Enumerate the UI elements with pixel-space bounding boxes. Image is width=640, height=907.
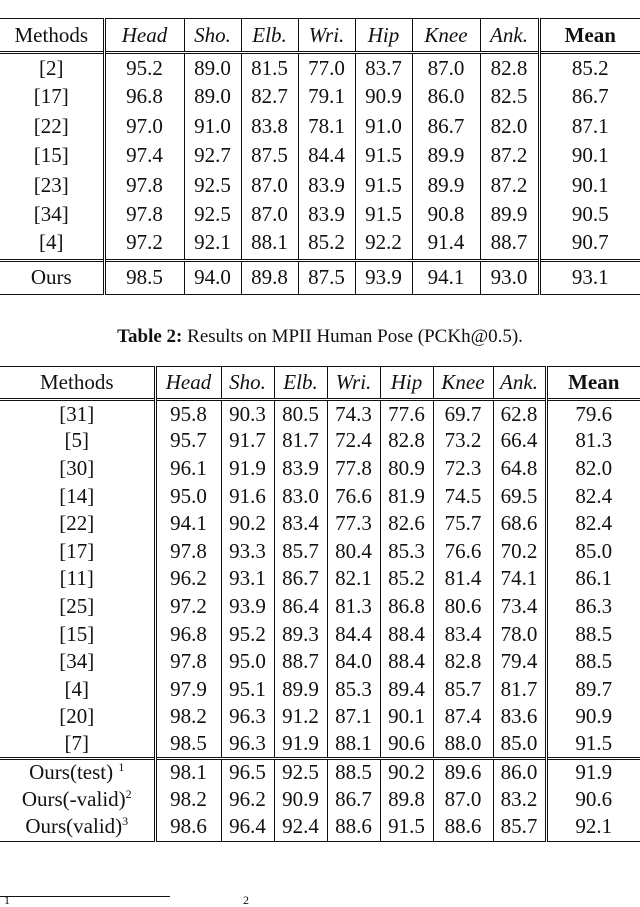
table-header-row [0,367,640,400]
table-row [0,141,640,171]
value-cell: 81.7 [274,427,327,455]
value-cell: 90.1 [380,703,433,731]
table-row [0,171,640,201]
value-cell: 81.5 [241,53,298,83]
value-cell: 80.9 [380,455,433,483]
value-cell: 89.9 [412,171,480,201]
method-cell: Ours [30,265,72,289]
table1-body [0,53,640,295]
value-cell: 89.9 [412,141,480,171]
value-cell: 95.7 [155,427,221,455]
mean-cell: 90.1 [539,141,640,171]
value-cell: 87.1 [327,703,380,731]
method-cell: [23] [33,172,69,197]
value-cell: 94.1 [155,510,221,538]
value-cell: 82.8 [480,53,539,83]
table-row [0,53,640,83]
column-header: Wri. [298,19,355,53]
method-cell: [4] [39,229,64,254]
value-cell: 97.8 [104,200,184,230]
value-cell: 93.9 [221,593,274,621]
value-cell: 91.2 [274,703,327,731]
value-cell: 72.3 [433,455,493,483]
value-cell: 80.4 [327,537,380,565]
table-row [0,112,640,142]
value-cell: 88.6 [327,813,380,841]
mean-cell: 82.4 [546,510,640,538]
value-cell: 80.5 [274,400,327,428]
value-cell: 73.2 [433,427,493,455]
value-cell: 92.5 [184,171,241,201]
value-cell: 69.5 [493,482,546,510]
value-cell: 96.2 [155,565,221,593]
value-cell: 91.5 [355,171,412,201]
value-cell: 87.0 [433,786,493,814]
value-cell: 77.8 [327,455,380,483]
table2-body [0,400,640,842]
method-cell: [20] [59,704,95,729]
value-cell: 83.4 [433,620,493,648]
value-cell: 78.0 [493,620,546,648]
value-cell: 80.6 [433,593,493,621]
value-cell: 77.0 [298,53,355,83]
mean-cell: 88.5 [546,620,640,648]
value-cell: 95.0 [155,482,221,510]
value-cell: 74.5 [433,482,493,510]
value-cell: 95.2 [104,53,184,83]
value-cell: 91.4 [412,230,480,261]
table-row [0,482,640,510]
value-cell: 97.2 [155,593,221,621]
table-row [0,565,640,593]
table-row [0,230,640,261]
value-cell: 92.5 [274,758,327,786]
table-row [0,400,640,428]
value-cell: 73.4 [493,593,546,621]
mean-cell: 90.1 [539,171,640,201]
value-cell: 87.2 [480,171,539,201]
mean-cell: 92.1 [546,813,640,841]
value-cell: 90.9 [355,82,412,112]
value-cell: 82.8 [433,648,493,676]
footnote-rule [0,896,170,897]
value-cell: 83.2 [493,786,546,814]
value-cell: 87.5 [298,260,355,294]
mean-cell: 86.3 [546,593,640,621]
value-cell: 87.4 [433,703,493,731]
value-cell: 89.4 [380,675,433,703]
table-row [0,703,640,731]
value-cell: 85.7 [433,675,493,703]
value-cell: 93.1 [221,565,274,593]
value-cell: 88.1 [241,230,298,261]
method-cell: [25] [59,593,95,618]
caption-label: Table 2: [117,326,183,347]
table-row [0,593,640,621]
table-caption [0,326,640,348]
value-cell: 83.4 [274,510,327,538]
column-header: Elb. [241,19,298,53]
value-cell: 91.5 [355,141,412,171]
results-table-2 [0,366,640,842]
value-cell: 92.2 [355,230,412,261]
value-cell: 76.6 [433,537,493,565]
value-cell: 70.2 [493,537,546,565]
value-cell: 72.4 [327,427,380,455]
mean-cell: 86.7 [539,82,640,112]
footnote-marker: 3 [122,814,129,829]
value-cell: 91.7 [221,427,274,455]
table-row [0,675,640,703]
value-cell: 93.9 [355,260,412,294]
value-cell: 82.0 [480,112,539,142]
value-cell: 96.5 [221,758,274,786]
results-table-1 [0,18,640,295]
mean-cell: 90.6 [546,786,640,814]
method-cell: [7] [64,731,89,756]
value-cell: 90.2 [221,510,274,538]
column-header: Methods [40,370,114,394]
value-cell: 97.8 [104,171,184,201]
value-cell: 95.1 [221,675,274,703]
value-cell: 81.7 [493,675,546,703]
value-cell: 85.0 [493,731,546,759]
value-cell: 89.8 [241,260,298,294]
value-cell: 82.7 [241,82,298,112]
method-cell: [34] [33,202,69,227]
value-cell: 85.2 [380,565,433,593]
caption-text: Results on MPII Human Pose (PCKh@0.5). [187,326,523,347]
value-cell: 77.3 [327,510,380,538]
value-cell: 91.6 [221,482,274,510]
column-header: Methods [14,22,88,47]
value-cell: 90.6 [380,731,433,759]
value-cell: 96.1 [155,455,221,483]
mean-cell: 89.7 [546,675,640,703]
value-cell: 90.8 [412,200,480,230]
mean-cell: 87.1 [539,112,640,142]
value-cell: 86.7 [274,565,327,593]
mean-cell: 91.9 [546,758,640,786]
table-row [0,455,640,483]
value-cell: 83.7 [355,53,412,83]
value-cell: 75.7 [433,510,493,538]
mean-cell: 90.7 [539,230,640,261]
value-cell: 89.9 [274,675,327,703]
value-cell: 98.2 [155,703,221,731]
mean-cell: 82.0 [546,455,640,483]
method-cell: [22] [59,511,95,536]
value-cell: 87.2 [480,141,539,171]
value-cell: 96.2 [221,786,274,814]
value-cell: 97.0 [104,112,184,142]
value-cell: 88.0 [433,731,493,759]
table-row [0,537,640,565]
column-header: Head [155,367,221,400]
table-row [0,620,640,648]
value-cell: 88.7 [480,230,539,261]
value-cell: 91.9 [221,455,274,483]
method-cell: [30] [59,455,95,480]
value-cell: 92.7 [184,141,241,171]
mean-cell: 88.5 [546,648,640,676]
value-cell: 86.8 [380,593,433,621]
value-cell: 86.0 [412,82,480,112]
column-header: Knee [433,367,493,400]
value-cell: 89.8 [380,786,433,814]
column-header: Hip [380,367,433,400]
column-header: Hip [355,19,412,53]
value-cell: 91.0 [184,112,241,142]
column-header: Sho. [184,19,241,53]
value-cell: 89.0 [184,53,241,83]
footnote-marker: 1 [118,760,125,775]
method-cell: [11] [59,566,94,591]
value-cell: 95.2 [221,620,274,648]
table-row [0,200,640,230]
value-cell: 90.9 [274,786,327,814]
value-cell: 86.4 [274,593,327,621]
value-cell: 85.3 [380,537,433,565]
value-cell: 88.1 [327,731,380,759]
value-cell: 82.5 [480,82,539,112]
value-cell: 83.0 [274,482,327,510]
value-cell: 74.1 [493,565,546,593]
value-cell: 87.5 [241,141,298,171]
column-header: Elb. [274,367,327,400]
value-cell: 96.8 [104,82,184,112]
clipped-caption-fragment [150,0,154,8]
value-cell: 90.3 [221,400,274,428]
mean-cell: 91.5 [546,731,640,759]
table-row [0,731,640,759]
table-row [0,648,640,676]
method-cell: [14] [59,483,95,508]
footnote-marker: 2 [243,896,249,907]
method-cell: [34] [59,649,95,674]
method-cell: [2] [39,55,64,80]
value-cell: 91.5 [380,813,433,841]
value-cell: 83.6 [493,703,546,731]
value-cell: 88.7 [274,648,327,676]
value-cell: 86.0 [493,758,546,786]
value-cell: 98.5 [104,260,184,294]
value-cell: 81.9 [380,482,433,510]
mean-cell: 81.3 [546,427,640,455]
ours-row [0,786,640,814]
value-cell: 88.4 [380,648,433,676]
value-cell: 94.1 [412,260,480,294]
value-cell: 96.4 [221,813,274,841]
method-cell: [17] [33,84,69,109]
value-cell: 92.5 [184,200,241,230]
mean-cell: 85.0 [546,537,640,565]
mean-cell: 90.5 [539,200,640,230]
value-cell: 77.6 [380,400,433,428]
value-cell: 88.4 [380,620,433,648]
value-cell: 83.9 [274,455,327,483]
method-cell [0,758,155,786]
method-cell [0,786,155,814]
value-cell: 93.0 [480,260,539,294]
value-cell: 92.4 [274,813,327,841]
value-cell: 83.9 [298,200,355,230]
footnote-marker: 1 [4,896,10,907]
ours-row [0,758,640,786]
value-cell: 87.0 [412,53,480,83]
value-cell: 78.1 [298,112,355,142]
method-cell: [4] [64,676,89,701]
value-cell: 97.9 [155,675,221,703]
value-cell: 62.8 [493,400,546,428]
column-header: Sho. [221,367,274,400]
value-cell: 95.0 [221,648,274,676]
value-cell: 92.1 [184,230,241,261]
value-cell: 83.9 [298,171,355,201]
table-header-row [0,19,640,53]
ours-row [0,813,640,841]
value-cell: 85.3 [327,675,380,703]
value-cell: 88.5 [327,758,380,786]
value-cell: 69.7 [433,400,493,428]
method-name: Ours(test) [29,760,114,785]
value-cell: 87.0 [241,171,298,201]
column-header: Knee [412,19,480,53]
footnote-marker: 2 [125,787,132,802]
value-cell: 66.4 [493,427,546,455]
value-cell: 84.4 [327,620,380,648]
mean-cell: 79.6 [546,400,640,428]
mean-cell: 86.1 [546,565,640,593]
value-cell: 91.0 [355,112,412,142]
method-name: Ours(valid) [25,814,123,839]
value-cell: 90.2 [380,758,433,786]
value-cell: 89.0 [184,82,241,112]
method-name: Ours(-valid) [21,787,126,812]
value-cell: 97.2 [104,230,184,261]
value-cell: 85.7 [493,813,546,841]
value-cell: 79.4 [493,648,546,676]
value-cell: 85.2 [298,230,355,261]
value-cell: 98.5 [155,731,221,759]
value-cell: 98.6 [155,813,221,841]
method-cell: [15] [33,143,69,168]
value-cell: 89.3 [274,620,327,648]
column-header: Ank. [493,367,546,400]
column-header: Wri. [327,367,380,400]
value-cell: 96.3 [221,703,274,731]
method-cell: [17] [59,538,95,563]
column-header: Ank. [480,19,539,53]
value-cell: 84.4 [298,141,355,171]
table-row [0,510,640,538]
value-cell: 88.6 [433,813,493,841]
method-cell: [31] [59,401,95,426]
value-cell: 93.3 [221,537,274,565]
value-cell: 97.4 [104,141,184,171]
value-cell: 98.1 [155,758,221,786]
mean-cell: 82.4 [546,482,640,510]
value-cell: 91.5 [355,200,412,230]
value-cell: 86.7 [412,112,480,142]
method-cell [0,813,155,841]
value-cell: 76.6 [327,482,380,510]
value-cell: 96.8 [155,620,221,648]
value-cell: 68.6 [493,510,546,538]
value-cell: 89.9 [480,200,539,230]
value-cell: 84.0 [327,648,380,676]
method-cell: [22] [33,113,69,138]
value-cell: 82.8 [380,427,433,455]
value-cell: 98.2 [155,786,221,814]
value-cell: 96.3 [221,731,274,759]
value-cell: 97.8 [155,537,221,565]
value-cell: 82.6 [380,510,433,538]
value-cell: 81.4 [433,565,493,593]
value-cell: 89.6 [433,758,493,786]
column-header: Head [104,19,184,53]
footnote-area [0,896,640,907]
value-cell: 81.3 [327,593,380,621]
value-cell: 95.8 [155,400,221,428]
table-row [0,82,640,112]
method-cell: [5] [64,428,89,453]
value-cell: 86.7 [327,786,380,814]
column-header: Mean [539,19,640,53]
value-cell: 74.3 [327,400,380,428]
mean-cell: 90.9 [546,703,640,731]
value-cell: 83.8 [241,112,298,142]
method-cell: [15] [59,621,95,646]
value-cell: 79.1 [298,82,355,112]
column-header: Mean [546,367,640,400]
value-cell: 85.7 [274,537,327,565]
value-cell: 94.0 [184,260,241,294]
mean-cell: 85.2 [539,53,640,83]
table-row [0,427,640,455]
value-cell: 87.0 [241,200,298,230]
value-cell: 82.1 [327,565,380,593]
value-cell: 91.9 [274,731,327,759]
ours-row [0,260,640,294]
mean-cell: 93.1 [539,260,640,294]
value-cell: 97.8 [155,648,221,676]
value-cell: 64.8 [493,455,546,483]
